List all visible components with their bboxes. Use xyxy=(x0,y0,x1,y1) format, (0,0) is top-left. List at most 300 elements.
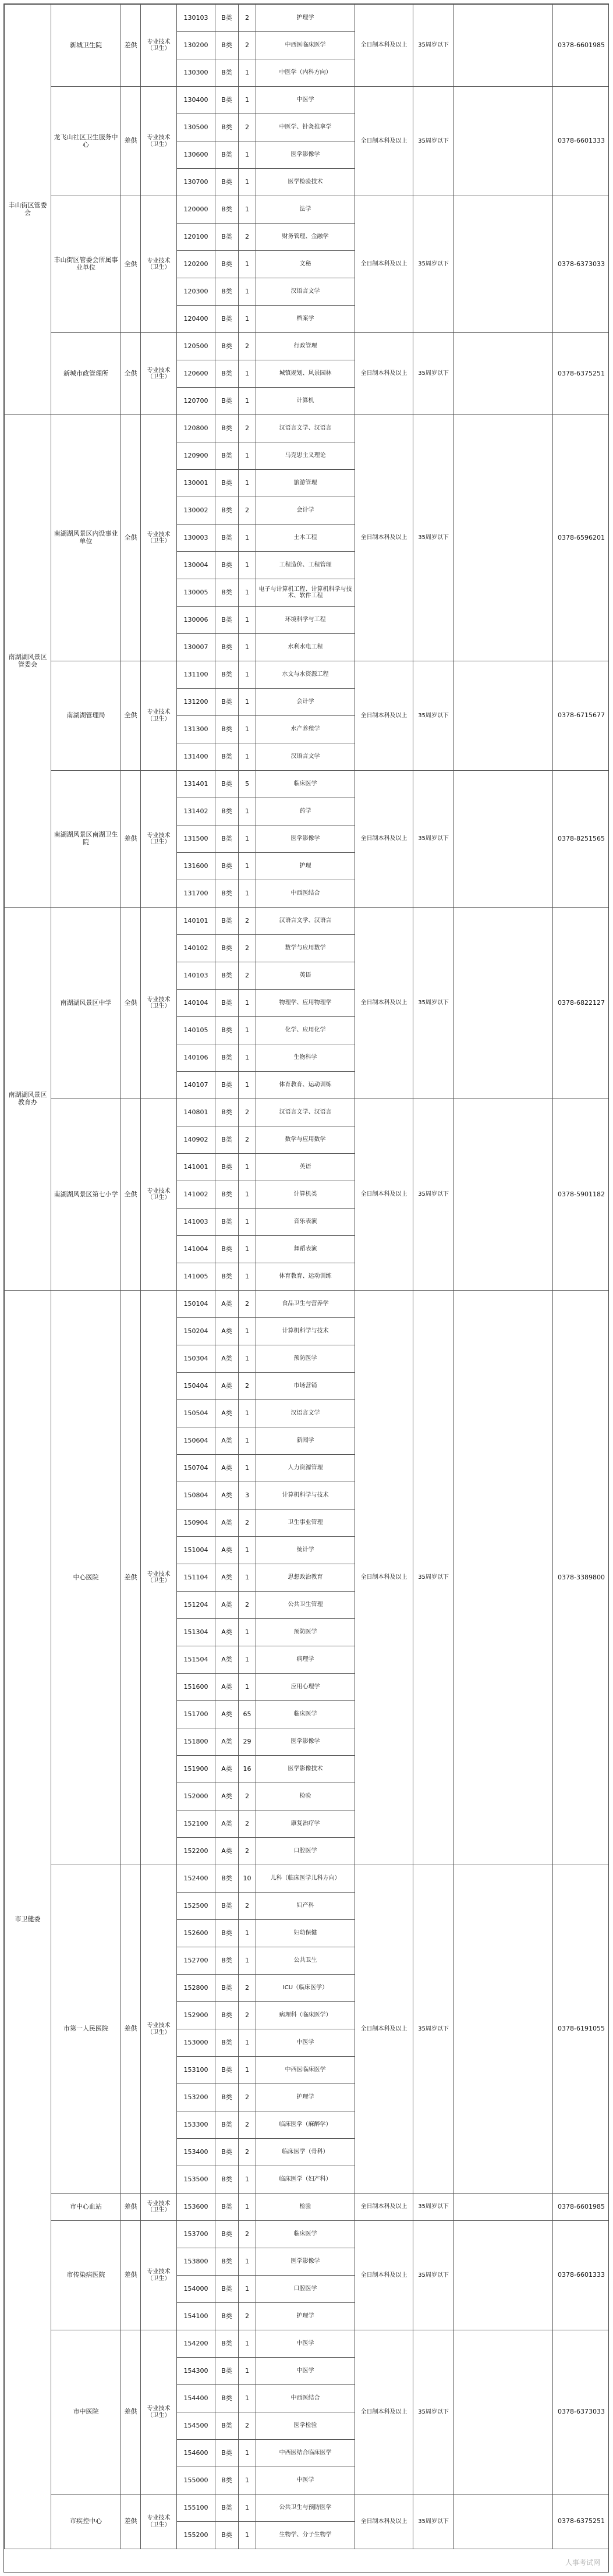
age-cell: 35周岁以下 xyxy=(413,908,454,1099)
cat-cell: B类 xyxy=(215,2166,239,2194)
major-cell: 财务管理、金融学 xyxy=(256,224,355,251)
fund-cell: 差供 xyxy=(121,87,141,196)
cat-cell: B类 xyxy=(215,990,239,1017)
num-cell: 1 xyxy=(239,661,256,689)
age-cell: 35周岁以下 xyxy=(413,415,454,661)
cat-cell: A类 xyxy=(215,1510,239,1537)
edu-cell: 全日制本科及以上 xyxy=(355,2221,413,2330)
num-cell: 2 xyxy=(239,2139,256,2166)
code-cell: 131401 xyxy=(177,771,215,798)
cat-cell: B类 xyxy=(215,2139,239,2166)
cat-cell: B类 xyxy=(215,525,239,552)
cat-cell: A类 xyxy=(215,1619,239,1646)
code-cell: 154600 xyxy=(177,2440,215,2467)
age-cell: 35周岁以下 xyxy=(413,87,454,196)
cat-cell: A类 xyxy=(215,1810,239,1838)
phone-cell: 0378-6601985 xyxy=(553,5,610,87)
code-cell: 120100 xyxy=(177,224,215,251)
major-cell: 中医学 xyxy=(256,87,355,114)
cat-cell: B类 xyxy=(215,2303,239,2330)
num-cell: 2 xyxy=(239,114,256,141)
cat-cell: B类 xyxy=(215,825,239,853)
num-cell: 1 xyxy=(239,798,256,825)
code-cell: 130004 xyxy=(177,552,215,579)
num-cell: 2 xyxy=(239,935,256,962)
phone-cell: 0378-6191055 xyxy=(553,1865,610,2194)
num-cell: 1 xyxy=(239,196,256,224)
code-cell: 130600 xyxy=(177,141,215,169)
cat-cell: B类 xyxy=(215,5,239,32)
cat-cell: B类 xyxy=(215,1209,239,1236)
cat-cell: A类 xyxy=(215,1318,239,1345)
num-cell: 1 xyxy=(239,1400,256,1427)
table-row xyxy=(5,196,610,224)
major-cell: 临床医学（骨科） xyxy=(256,2139,355,2166)
cat-cell: B类 xyxy=(215,2221,239,2248)
num-cell: 1 xyxy=(239,2522,256,2549)
num-cell: 1 xyxy=(239,1674,256,1701)
table-row xyxy=(5,1865,610,1893)
cat-cell: B类 xyxy=(215,2440,239,2467)
major-cell: 人力资源管理 xyxy=(256,1455,355,1482)
major-cell: 土木工程 xyxy=(256,525,355,552)
cond-cell xyxy=(454,2330,553,2494)
code-cell: 130001 xyxy=(177,470,215,497)
cond-cell xyxy=(454,908,553,1099)
num-cell: 1 xyxy=(239,607,256,634)
cat-cell: B类 xyxy=(215,908,239,935)
age-cell: 35周岁以下 xyxy=(413,2330,454,2494)
num-cell: 1 xyxy=(239,2467,256,2494)
dept-cell: 丰山街区管委会 xyxy=(5,5,51,415)
cat-cell: B类 xyxy=(215,2330,239,2358)
fund-cell: 全供 xyxy=(121,196,141,333)
unit-cell: 市中心血站 xyxy=(51,2194,121,2221)
cat-cell: B类 xyxy=(215,1920,239,1947)
major-cell: 档案学 xyxy=(256,306,355,333)
table-row xyxy=(5,908,610,935)
code-cell: 152800 xyxy=(177,1975,215,2002)
major-cell: 临床医学（妇产科） xyxy=(256,2166,355,2194)
major-cell: 检验 xyxy=(256,1783,355,1810)
cond-cell xyxy=(454,661,553,771)
table-row xyxy=(5,2330,610,2358)
major-cell: 会计学 xyxy=(256,497,355,525)
num-cell: 1 xyxy=(239,59,256,87)
num-cell: 2 xyxy=(239,1373,256,1400)
code-cell: 130200 xyxy=(177,32,215,59)
table-row xyxy=(5,333,610,360)
cat-cell: B类 xyxy=(215,579,239,607)
code-cell: 131600 xyxy=(177,853,215,880)
cat-cell: A类 xyxy=(215,1537,239,1564)
major-cell: 卫生事业管理 xyxy=(256,1510,355,1537)
cat-cell: B类 xyxy=(215,2194,239,2221)
num-cell: 1 xyxy=(239,1427,256,1455)
major-cell: 工程造价、工程管理 xyxy=(256,552,355,579)
phone-cell: 0378-6715677 xyxy=(553,661,610,771)
fund-cell: 差供 xyxy=(121,2330,141,2494)
major-cell: 法学 xyxy=(256,196,355,224)
unit-cell: 南湖湖风景区内设事业单位 xyxy=(51,415,121,661)
major-cell: 口腔医学 xyxy=(256,1838,355,1865)
major-cell: 环境科学与工程 xyxy=(256,607,355,634)
num-cell: 3 xyxy=(239,1482,256,1510)
num-cell: 1 xyxy=(239,2385,256,2412)
cat-cell: B类 xyxy=(215,2385,239,2412)
cat-cell: A类 xyxy=(215,1646,239,1674)
major-cell: 妇幼保健 xyxy=(256,1920,355,1947)
post-cell: 专业技术（卫生） xyxy=(141,2494,177,2549)
major-cell: ICU（临床医学） xyxy=(256,1975,355,2002)
num-cell: 1 xyxy=(239,251,256,278)
num-cell: 1 xyxy=(239,141,256,169)
major-cell: 旅游管理 xyxy=(256,470,355,497)
num-cell: 2 xyxy=(239,962,256,990)
major-cell: 英语 xyxy=(256,962,355,990)
num-cell: 2 xyxy=(239,1099,256,1126)
major-cell: 中医学 xyxy=(256,2467,355,2494)
cat-cell: A类 xyxy=(215,1427,239,1455)
code-cell: 150204 xyxy=(177,1318,215,1345)
fund-cell: 差供 xyxy=(121,1865,141,2194)
cat-cell: B类 xyxy=(215,1893,239,1920)
cat-cell: A类 xyxy=(215,1482,239,1510)
major-cell: 计算机 xyxy=(256,388,355,415)
cat-cell: B类 xyxy=(215,1072,239,1099)
major-cell: 体育教育、运动训练 xyxy=(256,1072,355,1099)
phone-cell: 0378-5901182 xyxy=(553,1099,610,1291)
cat-cell: B类 xyxy=(215,470,239,497)
code-cell: 151600 xyxy=(177,1674,215,1701)
major-cell: 临床医学 xyxy=(256,1701,355,1728)
major-cell: 计算机类 xyxy=(256,1181,355,1209)
table-row xyxy=(5,5,610,32)
code-cell: 150604 xyxy=(177,1427,215,1455)
cat-cell: A类 xyxy=(215,1838,239,1865)
code-cell: 140105 xyxy=(177,1017,215,1044)
unit-cell: 新城市政管理所 xyxy=(51,333,121,415)
num-cell: 1 xyxy=(239,2194,256,2221)
num-cell: 1 xyxy=(239,689,256,716)
major-cell: 汉语言文学、汉语言 xyxy=(256,415,355,442)
num-cell: 2 xyxy=(239,333,256,360)
cat-cell: B类 xyxy=(215,1975,239,2002)
num-cell: 1 xyxy=(239,525,256,552)
major-cell: 口腔医学 xyxy=(256,2276,355,2303)
code-cell: 151700 xyxy=(177,1701,215,1728)
code-cell: 152900 xyxy=(177,2002,215,2029)
code-cell: 153500 xyxy=(177,2166,215,2194)
post-cell: 专业技术（卫生） xyxy=(141,87,177,196)
major-cell: 护理学 xyxy=(256,5,355,32)
num-cell: 5 xyxy=(239,771,256,798)
major-cell: 会计学 xyxy=(256,689,355,716)
post-cell: 专业技术（卫生） xyxy=(141,908,177,1099)
major-cell: 公共卫生管理 xyxy=(256,1592,355,1619)
post-cell: 专业技术（卫生） xyxy=(141,196,177,333)
cat-cell: B类 xyxy=(215,1236,239,1263)
cat-cell: B类 xyxy=(215,689,239,716)
major-cell: 公共卫生与预防医学 xyxy=(256,2494,355,2522)
code-cell: 130300 xyxy=(177,59,215,87)
edu-cell: 全日制本科及以上 xyxy=(355,196,413,333)
code-cell: 120200 xyxy=(177,251,215,278)
edu-cell: 全日制本科及以上 xyxy=(355,5,413,87)
num-cell: 2 xyxy=(239,415,256,442)
num-cell: 2 xyxy=(239,1893,256,1920)
major-cell: 药学 xyxy=(256,798,355,825)
fund-cell: 差供 xyxy=(121,2221,141,2330)
age-cell: 35周岁以下 xyxy=(413,1291,454,1865)
major-cell: 中医学、针灸推拿学 xyxy=(256,114,355,141)
code-cell: 131300 xyxy=(177,716,215,743)
dept-cell: 南湖湖风景区教育办 xyxy=(5,908,51,1291)
cond-cell xyxy=(454,333,553,415)
cat-cell: B类 xyxy=(215,2467,239,2494)
code-cell: 152100 xyxy=(177,1810,215,1838)
code-cell: 154000 xyxy=(177,2276,215,2303)
cat-cell: B类 xyxy=(215,634,239,661)
major-cell: 数学与应用数学 xyxy=(256,1126,355,1154)
cat-cell: B类 xyxy=(215,552,239,579)
table-row xyxy=(5,2221,610,2248)
fund-cell: 全供 xyxy=(121,415,141,661)
major-cell: 计算机科学与技术 xyxy=(256,1318,355,1345)
cat-cell: B类 xyxy=(215,169,239,196)
num-cell: 2 xyxy=(239,2221,256,2248)
code-cell: 154400 xyxy=(177,2385,215,2412)
major-cell: 英语 xyxy=(256,1154,355,1181)
code-cell: 153300 xyxy=(177,2111,215,2139)
major-cell: 马克思主义理论 xyxy=(256,442,355,470)
num-cell: 1 xyxy=(239,579,256,607)
post-cell: 专业技术（卫生） xyxy=(141,5,177,87)
num-cell: 1 xyxy=(239,990,256,1017)
major-cell: 音乐表演 xyxy=(256,1209,355,1236)
major-cell: 应用心理学 xyxy=(256,1674,355,1701)
cat-cell: B类 xyxy=(215,962,239,990)
num-cell: 2 xyxy=(239,1783,256,1810)
cat-cell: A类 xyxy=(215,1345,239,1373)
phone-cell: 0378-6375251 xyxy=(553,333,610,415)
post-cell: 专业技术（卫生） xyxy=(141,2194,177,2221)
major-cell: 医学影像技术 xyxy=(256,1756,355,1783)
code-cell: 153000 xyxy=(177,2029,215,2057)
post-cell: 专业技术（卫生） xyxy=(141,771,177,908)
major-cell: 护理学 xyxy=(256,2084,355,2111)
phone-cell: 0378-6373033 xyxy=(553,196,610,333)
major-cell: 食品卫生与营养学 xyxy=(256,1291,355,1318)
major-cell: 妇产科 xyxy=(256,1893,355,1920)
code-cell: 120700 xyxy=(177,388,215,415)
cat-cell: B类 xyxy=(215,1181,239,1209)
cond-cell xyxy=(454,415,553,661)
code-cell: 140107 xyxy=(177,1072,215,1099)
cat-cell: B类 xyxy=(215,415,239,442)
major-cell: 计算机科学与技术 xyxy=(256,1482,355,1510)
num-cell: 2 xyxy=(239,497,256,525)
code-cell: 141002 xyxy=(177,1181,215,1209)
post-cell: 专业技术（卫生） xyxy=(141,333,177,415)
major-cell: 体育教育、运动训练 xyxy=(256,1263,355,1291)
major-cell: 城镇规划、风景园林 xyxy=(256,360,355,388)
code-cell: 154500 xyxy=(177,2412,215,2440)
code-cell: 120600 xyxy=(177,360,215,388)
major-cell: 汉语言文学 xyxy=(256,278,355,306)
cat-cell: B类 xyxy=(215,935,239,962)
cond-cell xyxy=(454,1291,553,1865)
num-cell: 1 xyxy=(239,634,256,661)
major-cell: 汉语言文学 xyxy=(256,1400,355,1427)
major-cell: 物理学、应用物理学 xyxy=(256,990,355,1017)
code-cell: 130006 xyxy=(177,607,215,634)
cat-cell: B类 xyxy=(215,2111,239,2139)
cat-cell: B类 xyxy=(215,2002,239,2029)
num-cell: 1 xyxy=(239,1044,256,1072)
cond-cell xyxy=(454,2221,553,2330)
phone-cell: 0378-6601333 xyxy=(553,87,610,196)
num-cell: 1 xyxy=(239,2166,256,2194)
cat-cell: B类 xyxy=(215,196,239,224)
edu-cell: 全日制本科及以上 xyxy=(355,2330,413,2494)
major-cell: 生物学、分子生物学 xyxy=(256,2522,355,2549)
cat-cell: B类 xyxy=(215,114,239,141)
cat-cell: B类 xyxy=(215,388,239,415)
major-cell: 预防医学 xyxy=(256,1345,355,1373)
edu-cell: 全日制本科及以上 xyxy=(355,2494,413,2549)
major-cell: 思想政治教育 xyxy=(256,1564,355,1592)
cat-cell: A类 xyxy=(215,1564,239,1592)
cat-cell: B类 xyxy=(215,2029,239,2057)
num-cell: 1 xyxy=(239,1345,256,1373)
code-cell: 130002 xyxy=(177,497,215,525)
code-cell: 130400 xyxy=(177,87,215,114)
cat-cell: B类 xyxy=(215,2412,239,2440)
phone-cell: 0378-6373033 xyxy=(553,2330,610,2494)
post-cell: 专业技术（卫生） xyxy=(141,1865,177,2194)
edu-cell: 全日制本科及以上 xyxy=(355,2194,413,2221)
edu-cell: 全日制本科及以上 xyxy=(355,87,413,196)
num-cell: 2 xyxy=(239,224,256,251)
code-cell: 153700 xyxy=(177,2221,215,2248)
phone-cell: 0378-3389800 xyxy=(553,1291,610,1865)
code-cell: 151304 xyxy=(177,1619,215,1646)
code-cell: 140801 xyxy=(177,1099,215,1126)
table-row xyxy=(5,661,610,689)
num-cell: 2 xyxy=(239,32,256,59)
age-cell: 35周岁以下 xyxy=(413,196,454,333)
cat-cell: B类 xyxy=(215,1154,239,1181)
table-row xyxy=(5,1099,610,1126)
edu-cell: 全日制本科及以上 xyxy=(355,1099,413,1291)
edu-cell: 全日制本科及以上 xyxy=(355,771,413,908)
cat-cell: B类 xyxy=(215,853,239,880)
num-cell: 16 xyxy=(239,1756,256,1783)
num-cell: 2 xyxy=(239,908,256,935)
cat-cell: A类 xyxy=(215,1728,239,1756)
num-cell: 1 xyxy=(239,2330,256,2358)
code-cell: 131200 xyxy=(177,689,215,716)
position-table xyxy=(4,4,609,2549)
major-cell: 公共卫生 xyxy=(256,1947,355,1975)
num-cell: 2 xyxy=(239,1838,256,1865)
major-cell: 儿科（临床医学儿科方向） xyxy=(256,1865,355,1893)
num-cell: 1 xyxy=(239,743,256,771)
code-cell: 154200 xyxy=(177,2330,215,2358)
code-cell: 153100 xyxy=(177,2057,215,2084)
num-cell: 1 xyxy=(239,1209,256,1236)
dept-cell: 南湖湖风景区管委会 xyxy=(5,415,51,908)
code-cell: 153600 xyxy=(177,2194,215,2221)
cat-cell: A类 xyxy=(215,1400,239,1427)
num-cell: 1 xyxy=(239,169,256,196)
code-cell: 154100 xyxy=(177,2303,215,2330)
code-cell: 151504 xyxy=(177,1646,215,1674)
code-cell: 130005 xyxy=(177,579,215,607)
post-cell: 专业技术（卫生） xyxy=(141,2221,177,2330)
fund-cell: 差供 xyxy=(121,2194,141,2221)
fund-cell: 全供 xyxy=(121,333,141,415)
num-cell: 1 xyxy=(239,716,256,743)
phone-cell: 0378-6375251 xyxy=(553,2494,610,2549)
age-cell: 35周岁以下 xyxy=(413,661,454,771)
cat-cell: B类 xyxy=(215,2084,239,2111)
major-cell: 病理学 xyxy=(256,1646,355,1674)
post-cell: 专业技术（卫生） xyxy=(141,1099,177,1291)
major-cell: 化学、应用化学 xyxy=(256,1017,355,1044)
table-row xyxy=(5,771,610,798)
num-cell: 1 xyxy=(239,1947,256,1975)
major-cell: 中医学 xyxy=(256,2029,355,2057)
major-cell: 医学影像学 xyxy=(256,825,355,853)
edu-cell: 全日制本科及以上 xyxy=(355,1865,413,2194)
cat-cell: B类 xyxy=(215,743,239,771)
cat-cell: A类 xyxy=(215,1455,239,1482)
major-cell: 汉语言文学、汉语言 xyxy=(256,1099,355,1126)
code-cell: 152400 xyxy=(177,1865,215,1893)
cat-cell: B类 xyxy=(215,32,239,59)
code-cell: 150504 xyxy=(177,1400,215,1427)
major-cell: 新闻学 xyxy=(256,1427,355,1455)
num-cell: 29 xyxy=(239,1728,256,1756)
age-cell: 35周岁以下 xyxy=(413,2194,454,2221)
cat-cell: B类 xyxy=(215,798,239,825)
code-cell: 152200 xyxy=(177,1838,215,1865)
major-cell: 数学与应用数学 xyxy=(256,935,355,962)
num-cell: 1 xyxy=(239,470,256,497)
code-cell: 130103 xyxy=(177,5,215,32)
num-cell: 1 xyxy=(239,1017,256,1044)
num-cell: 1 xyxy=(239,825,256,853)
num-cell: 2 xyxy=(239,1592,256,1619)
num-cell: 1 xyxy=(239,1619,256,1646)
post-cell: 专业技术（卫生） xyxy=(141,1291,177,1865)
code-cell: 131402 xyxy=(177,798,215,825)
age-cell: 35周岁以下 xyxy=(413,1865,454,2194)
num-cell: 2 xyxy=(239,5,256,32)
code-cell: 140902 xyxy=(177,1126,215,1154)
phone-cell: 0378-6601985 xyxy=(553,2194,610,2221)
cat-cell: B类 xyxy=(215,771,239,798)
fund-cell: 全供 xyxy=(121,1099,141,1291)
cond-cell xyxy=(454,1099,553,1291)
num-cell: 1 xyxy=(239,2358,256,2385)
major-cell: 医学影像学 xyxy=(256,1728,355,1756)
unit-cell: 新城卫生院 xyxy=(51,5,121,87)
num-cell: 2 xyxy=(239,1510,256,1537)
code-cell: 150904 xyxy=(177,1510,215,1537)
